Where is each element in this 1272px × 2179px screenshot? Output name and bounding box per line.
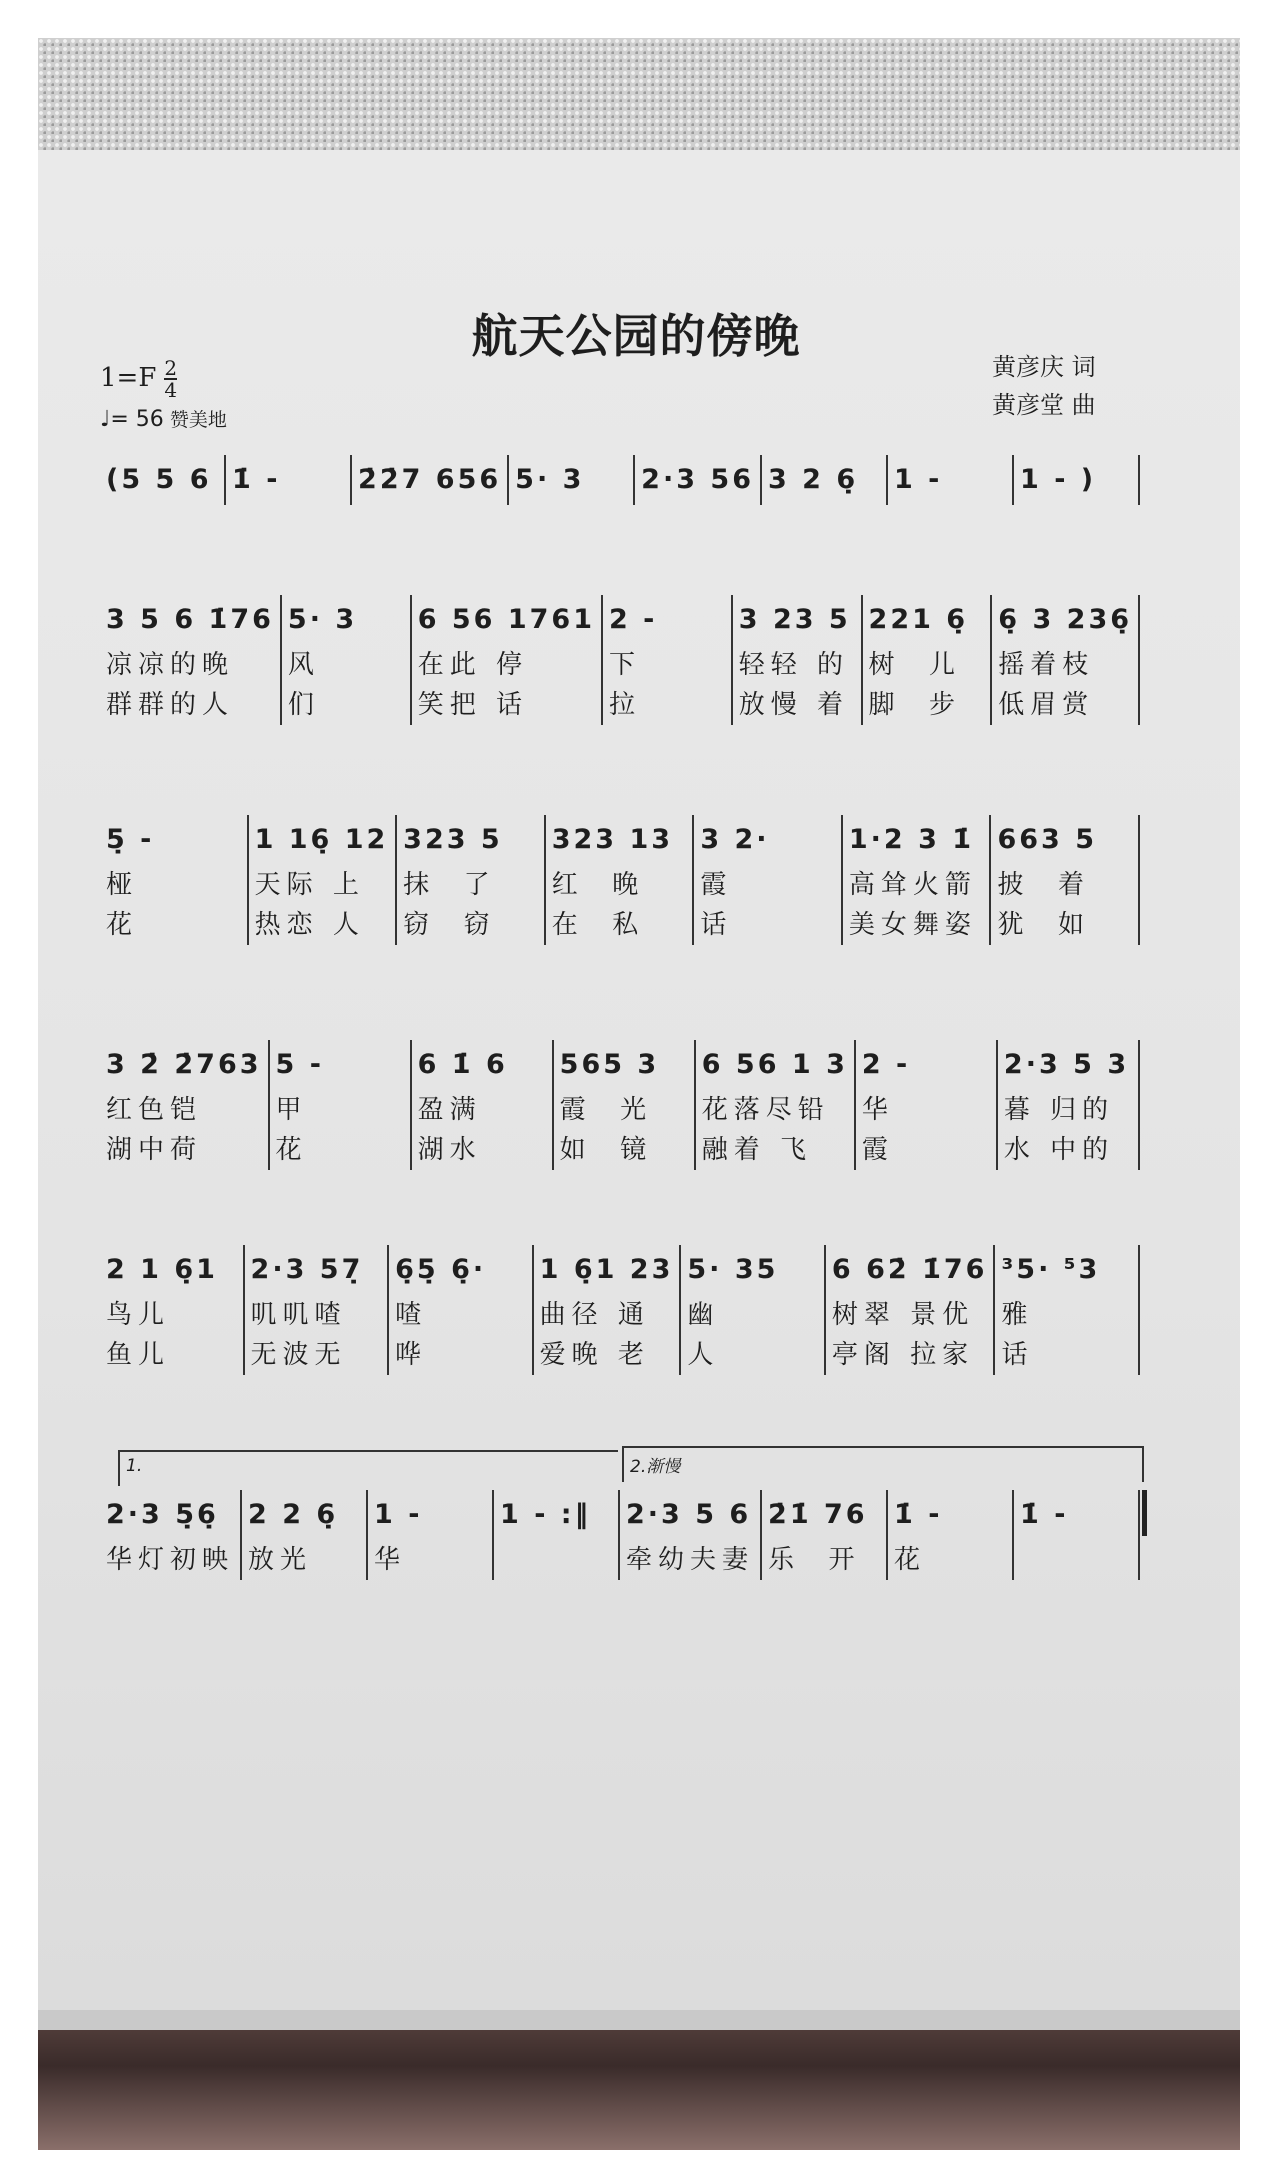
volta-1: 1. [118, 1450, 618, 1486]
lyric-verse-1: 甲 [275, 1095, 308, 1125]
notes: 323 5 [403, 824, 503, 855]
notes: 2̇2̇7 656 [358, 464, 502, 495]
notes: 1 6̣1 23 [539, 1254, 674, 1285]
intro-row [100, 455, 1140, 505]
lyric-verse-1: 霞 [700, 870, 733, 900]
lyric-verse-1: 华灯初映 [106, 1545, 235, 1575]
lyric-verse-1: 在此 停 [417, 650, 528, 680]
notes: 6 62̇ 1̇76 [831, 1254, 988, 1285]
volta-2: 2.渐慢 [622, 1446, 1144, 1482]
notes: 5· 3 [515, 464, 585, 495]
table-surface [38, 2010, 1240, 2150]
lyric-verse-2: 笑把 话 [417, 690, 528, 720]
measure [100, 815, 249, 945]
lyric-verse-1: 放光 [248, 1545, 313, 1575]
measure [694, 815, 843, 945]
notes: 6̣ 3 236̣ [998, 604, 1133, 635]
lyric-verse-1: 树翠 景优 [831, 1300, 975, 1330]
measure [389, 1245, 534, 1375]
lyric-verse-1: 桠 [106, 870, 139, 900]
lyric-verse-2: 拉 [609, 690, 642, 720]
notes: 3 5 6 1̇76 [106, 604, 274, 635]
measure [681, 1245, 826, 1375]
system-row [100, 815, 1140, 945]
expression: 赞美地 [169, 409, 227, 431]
measure [249, 815, 398, 945]
notes: 2·3 5 3 [1003, 1049, 1130, 1080]
lyric-verse-1: 鸟儿 [106, 1300, 171, 1330]
intro-measure [100, 455, 226, 505]
notes: 1 - :‖ [500, 1499, 592, 1530]
lyric-verse-2: 放慢 着 [738, 690, 850, 720]
lyric-verse-2: 水 中的 [1003, 1135, 1115, 1165]
lyric-verse-1: 乐 开 [768, 1545, 861, 1575]
lyric-verse-1: 风 [287, 650, 320, 680]
credits [992, 348, 1096, 424]
lyric-verse-1: 花落尽铅 [701, 1095, 830, 1125]
measure [856, 1040, 998, 1170]
measure [534, 1245, 682, 1375]
time-bottom: 4 [164, 378, 178, 402]
notes: (5 5 6 [106, 464, 212, 495]
lyric-verse-2: 无波无 [250, 1340, 347, 1370]
notes: 1·2 3 1̇ [848, 824, 975, 855]
notes: 3 2· [700, 824, 770, 855]
system-row [100, 595, 1140, 725]
measure [620, 1490, 762, 1580]
lyric-verse-2: 湖中荷 [106, 1135, 203, 1165]
lyric-verse-2: 霞 [861, 1135, 894, 1165]
intro-measure [888, 455, 1014, 505]
notes: 1 - ) [1020, 464, 1097, 495]
lyric-verse-2: 融着 飞 [701, 1135, 812, 1165]
lyric-verse-1: 摇着枝 [998, 650, 1095, 680]
lyric-verse-1: 华 [374, 1545, 407, 1575]
lyric-verse-1: 曲径 通 [539, 1300, 650, 1330]
lyric-verse-1: 天际 上 [254, 870, 365, 900]
measure [494, 1490, 620, 1580]
notes: 1̇ - [1020, 1499, 1069, 1530]
time-signature [164, 358, 177, 400]
notes: 221 6̣ [868, 604, 969, 635]
notes: 6 56 1 3 [701, 1049, 848, 1080]
measure [412, 595, 603, 725]
lyric-verse-1: 树 儿 [868, 650, 962, 680]
lyric-verse-2: 湖水 [417, 1135, 482, 1165]
lyric-verse-2: 如 镜 [559, 1135, 653, 1165]
lyric-verse-1: 下 [609, 650, 642, 680]
lyric-verse-1: 雅 [1001, 1300, 1034, 1330]
measure [998, 1040, 1140, 1170]
lyric-verse-1: 凉凉的晚 [106, 650, 235, 680]
lyric-verse-1: 高耸火箭 [848, 870, 977, 900]
measure [100, 1040, 270, 1170]
notes: 1̇ - [232, 464, 281, 495]
measure [762, 1490, 888, 1580]
notes: 1 - [374, 1499, 423, 1530]
measure [826, 1245, 996, 1375]
notes: 2̇1̇ 76 [768, 1499, 868, 1530]
lyric-verse-1: 喳 [395, 1300, 428, 1330]
textured-background [38, 38, 1240, 150]
song-title: 航天公园的傍晚 [471, 309, 801, 363]
lyric-verse-2: 脚 步 [868, 690, 962, 720]
measure [995, 1245, 1140, 1375]
notes: 6̣5̣ 6̣· [395, 1254, 487, 1285]
notes: 3 23 5 [738, 604, 851, 635]
measure [843, 815, 992, 945]
notes: 5 - [275, 1049, 324, 1080]
lyric-verse-1: 叽叽喳 [250, 1300, 347, 1330]
notes: 2·3 56 [641, 464, 754, 495]
measure [100, 1245, 245, 1375]
measure [546, 815, 695, 945]
notes: 3 2̇ 2̇763 [106, 1049, 262, 1080]
notes: 1̇ - [894, 1499, 943, 1530]
measure [992, 595, 1140, 725]
intro-measure [635, 455, 762, 505]
measure [863, 595, 993, 725]
notes: 5̣ - [106, 824, 155, 855]
lyric-verse-2: 群群的人 [106, 690, 235, 720]
lyricist: 黄彦庆 词 [992, 353, 1096, 381]
notes: 6 56 1761 [417, 604, 595, 635]
lyric-verse-2: 热恋 人 [254, 910, 365, 940]
measure [100, 1490, 242, 1580]
lyric-verse-2: 花 [106, 910, 139, 940]
lyric-verse-1: 红色铠 [106, 1095, 203, 1125]
lyric-verse-1: 花 [894, 1545, 927, 1575]
lyric-verse-1: 轻轻 的 [738, 650, 850, 680]
measure [603, 595, 733, 725]
notes: ³5· ⁵3 [1001, 1254, 1101, 1285]
lyric-verse-2: 犹 如 [997, 910, 1090, 940]
notes: 3 2 6̣ [767, 464, 859, 495]
notes: 2·3 5 6 [626, 1499, 752, 1530]
lyric-verse-2: 亭阁 拉家 [831, 1340, 975, 1370]
final-barline [1142, 1490, 1147, 1536]
lyric-verse-2: 们 [287, 690, 320, 720]
notes: 663 5 [997, 824, 1098, 855]
lyric-verse-2: 话 [700, 910, 733, 940]
notes: 1 - [894, 464, 943, 495]
lyric-verse-2: 爱晚 老 [539, 1340, 650, 1370]
notes: 1 16̣ 12 [254, 824, 389, 855]
time-top: 2 [164, 356, 178, 380]
measure [282, 595, 412, 725]
measure [412, 1040, 554, 1170]
composer: 黄彦堂 曲 [992, 391, 1096, 419]
lyric-verse-2: 窃 窃 [403, 910, 496, 940]
system-row [100, 1245, 1140, 1375]
notes: 2 - [861, 1049, 911, 1080]
tempo-marking [100, 405, 227, 432]
measure [242, 1490, 368, 1580]
measure [991, 815, 1140, 945]
measure [100, 595, 282, 725]
lyric-verse-1: 抹 了 [403, 870, 496, 900]
measure [368, 1490, 494, 1580]
notes: 2·3 57̣ [250, 1254, 364, 1285]
lyric-verse-2: 低眉赏 [998, 690, 1095, 720]
key: 1=F [100, 363, 157, 393]
notes: 2 2 6̣ [248, 1499, 339, 1530]
measure [270, 1040, 412, 1170]
lyric-verse-1: 牵幼夫妻 [626, 1545, 755, 1575]
measure [733, 595, 863, 725]
system-row [100, 1490, 1140, 1580]
notes: 323 13 [551, 824, 674, 855]
lyric-verse-1: 披 着 [997, 870, 1090, 900]
intro-measure [352, 455, 509, 505]
lyric-verse-1: 幽 [687, 1300, 720, 1330]
lyric-verse-1: 盈满 [417, 1095, 482, 1125]
measure [397, 815, 546, 945]
notes: 565 3 [559, 1049, 660, 1080]
tempo: ♩= 56 [100, 407, 164, 432]
intro-measure [762, 455, 888, 505]
lyric-verse-1: 华 [861, 1095, 894, 1125]
measure [245, 1245, 390, 1375]
key-signature [100, 358, 177, 400]
lyric-verse-1: 霞 光 [559, 1095, 653, 1125]
system-row [100, 1040, 1140, 1170]
notes: 2·3 5̣6̣ [106, 1499, 219, 1530]
notes: 6 1̇ 6 [417, 1049, 508, 1080]
lyric-verse-1: 暮 归的 [1003, 1095, 1115, 1125]
measure [1014, 1490, 1140, 1580]
lyric-verse-2: 花 [275, 1135, 308, 1165]
lyric-verse-2: 在 私 [551, 910, 645, 940]
measure [554, 1040, 696, 1170]
notes: 2 1 6̣1 [106, 1254, 218, 1285]
intro-measure [226, 455, 352, 505]
intro-measure [509, 455, 635, 505]
lyric-verse-2: 哗 [395, 1340, 428, 1370]
lyric-verse-2: 话 [1001, 1340, 1034, 1370]
notes: 2 - [609, 604, 658, 635]
lyric-verse-2: 鱼儿 [106, 1340, 171, 1370]
measure [696, 1040, 856, 1170]
lyric-verse-2: 美女舞姿 [848, 910, 977, 940]
lyric-verse-1: 红 晚 [551, 870, 645, 900]
notes: 5· 3 [287, 604, 358, 635]
intro-measure [1014, 455, 1140, 505]
measure [888, 1490, 1014, 1580]
notes: 5· 35 [687, 1254, 779, 1285]
lyric-verse-2: 人 [687, 1340, 720, 1370]
